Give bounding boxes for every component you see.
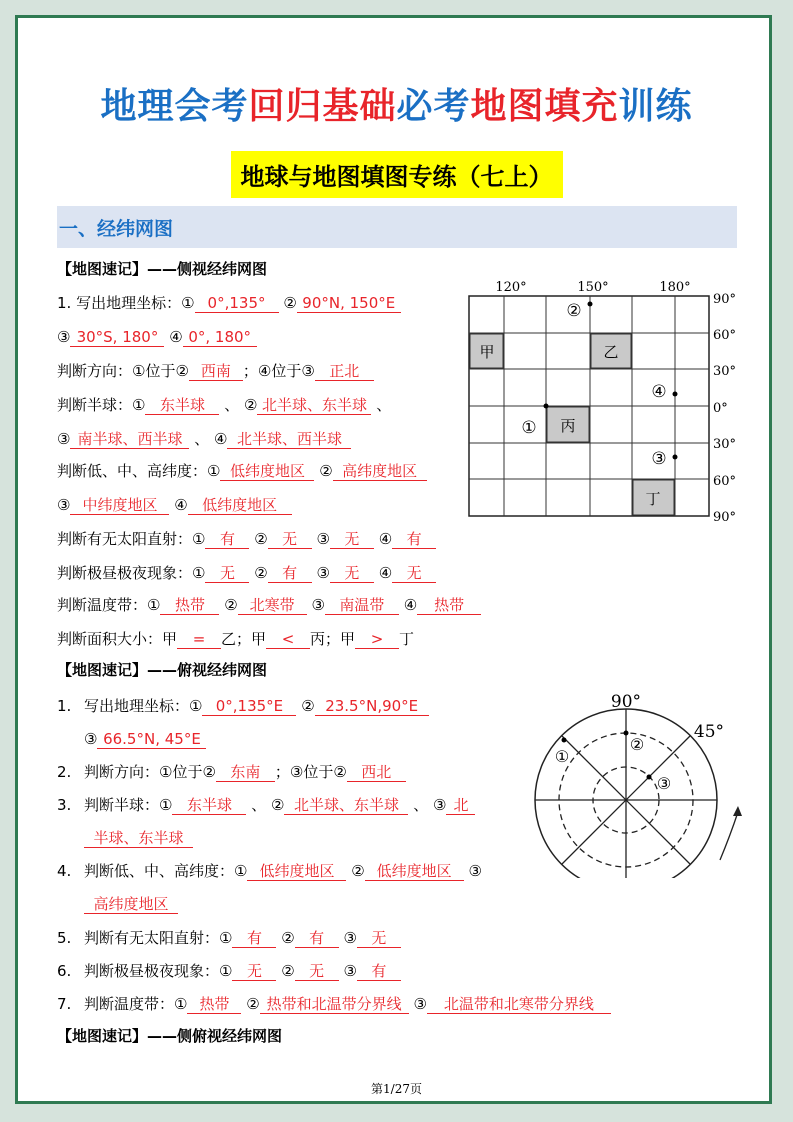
label: ④	[169, 328, 183, 346]
answer: 南半球、西半球	[70, 430, 189, 449]
lon-label: 150°	[577, 280, 609, 295]
top-q7	[57, 994, 611, 1014]
item-number: 7.	[57, 995, 72, 1013]
item-number: 3.	[57, 796, 72, 814]
label: ②	[319, 462, 333, 480]
answer: 高纬度地区	[333, 462, 427, 481]
side-latitude-cont	[57, 495, 292, 515]
title-part: 地图填充	[470, 86, 619, 127]
answer: 无	[268, 530, 312, 549]
answer: 热带	[417, 596, 481, 615]
subtitle: 地球与地图填图专练（七上）	[231, 151, 563, 198]
rotation-arrow-icon	[720, 812, 738, 860]
point-2-label: ②	[566, 301, 582, 321]
page-title	[0, 78, 793, 129]
polar-view-diagram	[522, 688, 752, 878]
lat-label: 0°	[713, 401, 728, 416]
top-q5	[57, 928, 401, 948]
point-2-label: ②	[629, 735, 645, 754]
label: ③	[316, 530, 330, 548]
label: 判断有无太阳直射：①	[84, 929, 233, 947]
item-number: 1.	[57, 697, 72, 715]
answer: 无	[357, 929, 401, 948]
answer: 无	[392, 564, 436, 583]
side-area	[57, 629, 414, 649]
point-1-label: ①	[554, 747, 570, 766]
label: 判断面积大小：甲	[57, 630, 178, 648]
point-3-label: ③	[656, 774, 672, 793]
answer: 有	[392, 530, 436, 549]
label-45: 45°	[693, 722, 725, 742]
point-3-label: ③	[651, 449, 667, 469]
lat-label: 30°	[713, 364, 737, 379]
answer: 北半球、东半球	[257, 396, 371, 415]
answer: 0°,135°	[195, 294, 279, 313]
title-part: 回归基础	[248, 86, 397, 127]
lat-label: 30°	[713, 437, 737, 452]
answer: <	[266, 630, 310, 649]
lon-label: 120°	[495, 280, 527, 295]
top-q3-cont	[57, 828, 193, 848]
label: ②	[351, 862, 365, 880]
answer: 90°N, 150°E	[297, 294, 401, 313]
answer: 北温带和北寒带分界线	[427, 995, 611, 1014]
side-q1	[57, 293, 401, 313]
answer: 0°,135°E	[202, 697, 296, 716]
point-1-marker	[562, 738, 567, 743]
subtitle-row	[0, 151, 793, 198]
label: 、 ②	[251, 796, 285, 814]
side-sun	[57, 529, 436, 549]
top-q2	[57, 762, 406, 782]
label: ②	[281, 929, 295, 947]
label: ③	[413, 995, 427, 1013]
answer: 正北	[315, 362, 374, 381]
side-view-heading: 【地图速记】——侧视经纬网图	[57, 260, 268, 278]
answer: 西南	[189, 362, 243, 381]
label: ②	[246, 995, 260, 1013]
answer: 北半球、西半球	[227, 430, 351, 449]
side-direction	[57, 361, 374, 381]
point-3-marker	[647, 775, 652, 780]
top-q4-cont	[57, 894, 178, 914]
label: ③	[316, 564, 330, 582]
answer: 低纬度地区	[188, 496, 292, 515]
label: 判断半球：①	[84, 796, 173, 814]
item-number: 2.	[57, 763, 72, 781]
item-number: 5.	[57, 929, 72, 947]
answer: 低纬度地区	[220, 462, 314, 481]
label: ；④位于③	[242, 362, 315, 380]
side-hemisphere-cont	[57, 429, 351, 449]
label-90: 90°	[610, 692, 642, 712]
label: 判断半球：①	[57, 396, 146, 414]
answer: 有	[295, 929, 339, 948]
answer: 无	[330, 530, 374, 549]
answer: 半球、东半球	[84, 829, 193, 848]
section-header	[57, 206, 737, 248]
answer: 中纬度地区	[70, 496, 169, 515]
answer: 有	[205, 530, 249, 549]
side-temperature	[57, 595, 481, 615]
label: ③	[343, 962, 357, 980]
top-q1	[57, 696, 429, 716]
section-title: 一、经纬网图	[59, 218, 174, 240]
label: 判断低、中、高纬度：①	[84, 862, 248, 880]
label: ③	[57, 430, 71, 448]
label: 丙；甲	[310, 630, 356, 648]
top-q6	[57, 961, 401, 981]
answer: 高纬度地区	[84, 895, 178, 914]
answer: 无	[295, 962, 339, 981]
label: 丁	[399, 630, 415, 648]
label: 判断低、中、高纬度：①	[57, 462, 221, 480]
answer: 无	[232, 962, 276, 981]
combined-view-heading: 【地图速记】——侧俯视经纬网图	[57, 1027, 283, 1045]
label: 判断温度带：①	[57, 596, 161, 614]
cell-label-yi: 乙	[603, 343, 619, 361]
top-q4	[57, 861, 482, 881]
point-1-marker	[544, 404, 549, 409]
cell-label-jia: 甲	[479, 343, 495, 361]
label: ③	[468, 862, 482, 880]
label: 、 ③	[413, 796, 447, 814]
label: ③	[311, 596, 325, 614]
answer: 无	[330, 564, 374, 583]
lat-label: 60°	[713, 474, 737, 489]
answer: 西北	[347, 763, 406, 782]
label: 、	[376, 396, 392, 414]
label: ④	[174, 496, 188, 514]
top-q1-cont	[57, 729, 206, 749]
label: 判断温度带：①	[84, 995, 188, 1013]
label: ②	[283, 294, 297, 312]
label: ②	[301, 697, 315, 715]
label: ③	[343, 929, 357, 947]
answer: 23.5°N,90°E	[315, 697, 429, 716]
label: 判断方向：①位于②	[57, 362, 189, 380]
point-4-label: ④	[651, 382, 667, 402]
answer: >	[355, 630, 399, 649]
label: 判断有无太阳直射：①	[57, 530, 206, 548]
point-2-marker	[588, 302, 593, 307]
label: 、 ④	[194, 430, 228, 448]
label: ②	[254, 530, 268, 548]
answer: 热带	[160, 596, 219, 615]
lat-label: 90°	[713, 510, 737, 525]
side-view-grid-diagram	[462, 276, 774, 526]
cell-label-ding: 丁	[645, 490, 661, 508]
answer: 北	[446, 796, 475, 815]
label: 判断极昼极夜现象：①	[84, 962, 233, 980]
answer: 低纬度地区	[365, 862, 464, 881]
label: ②	[224, 596, 238, 614]
label: ④	[403, 596, 418, 614]
side-latitude	[57, 461, 427, 481]
page-number: 第1/27页	[371, 1082, 422, 1096]
point-2-marker	[624, 731, 629, 736]
answer: 有	[232, 929, 276, 948]
answer: 30°S, 180°	[70, 328, 164, 347]
label: ③	[57, 328, 71, 346]
answer: 南温带	[325, 596, 399, 615]
lat-label: 90°	[713, 292, 737, 307]
title-part: 必考	[396, 86, 471, 127]
answer: 无	[205, 564, 249, 583]
answer: 东半球	[145, 396, 219, 415]
top-q3	[57, 795, 475, 815]
label: ②	[281, 962, 295, 980]
answer: 热带	[187, 995, 241, 1014]
title-part: 训练	[618, 86, 693, 127]
label: 、 ②	[224, 396, 258, 414]
answer: 东半球	[172, 796, 246, 815]
label: ④	[378, 530, 393, 548]
label: 乙；甲	[221, 630, 267, 648]
cell-label-bing: 丙	[560, 417, 576, 435]
side-q1-cont	[57, 327, 257, 347]
answer: 0°, 180°	[183, 328, 257, 347]
label: ③	[84, 730, 98, 748]
answer: 有	[268, 564, 312, 583]
item-number: 6.	[57, 962, 72, 980]
answer: 东南	[216, 763, 275, 782]
answer: 66.5°N, 45°E	[97, 730, 206, 749]
label: 写出地理坐标：①	[84, 697, 203, 715]
side-polar	[57, 563, 436, 583]
label: ③	[57, 496, 71, 514]
answer: 北半球、东半球	[284, 796, 408, 815]
point-4-marker	[673, 392, 678, 397]
label: ④	[378, 564, 393, 582]
point-1-label: ①	[521, 418, 537, 438]
answer: 有	[357, 962, 401, 981]
lon-label: 180°	[659, 280, 691, 295]
label: ；③位于②	[274, 763, 347, 781]
item-number: 4.	[57, 862, 72, 880]
lat-label: 60°	[713, 328, 737, 343]
answer: =	[177, 630, 221, 649]
label: 判断方向：①位于②	[84, 763, 216, 781]
side-hemisphere	[57, 395, 391, 415]
answer: 北寒带	[238, 596, 307, 615]
label: 判断极昼极夜现象：①	[57, 564, 206, 582]
answer: 热带和北温带分界线	[260, 995, 409, 1014]
point-3-marker	[673, 455, 678, 460]
rotation-arrow-head-icon	[733, 806, 742, 816]
label: 1. 写出地理坐标：①	[57, 294, 195, 312]
top-view-heading: 【地图速记】——俯视经纬网图	[57, 661, 268, 679]
title-part: 地理会考	[100, 86, 249, 127]
answer: 低纬度地区	[247, 862, 346, 881]
label: ②	[254, 564, 268, 582]
